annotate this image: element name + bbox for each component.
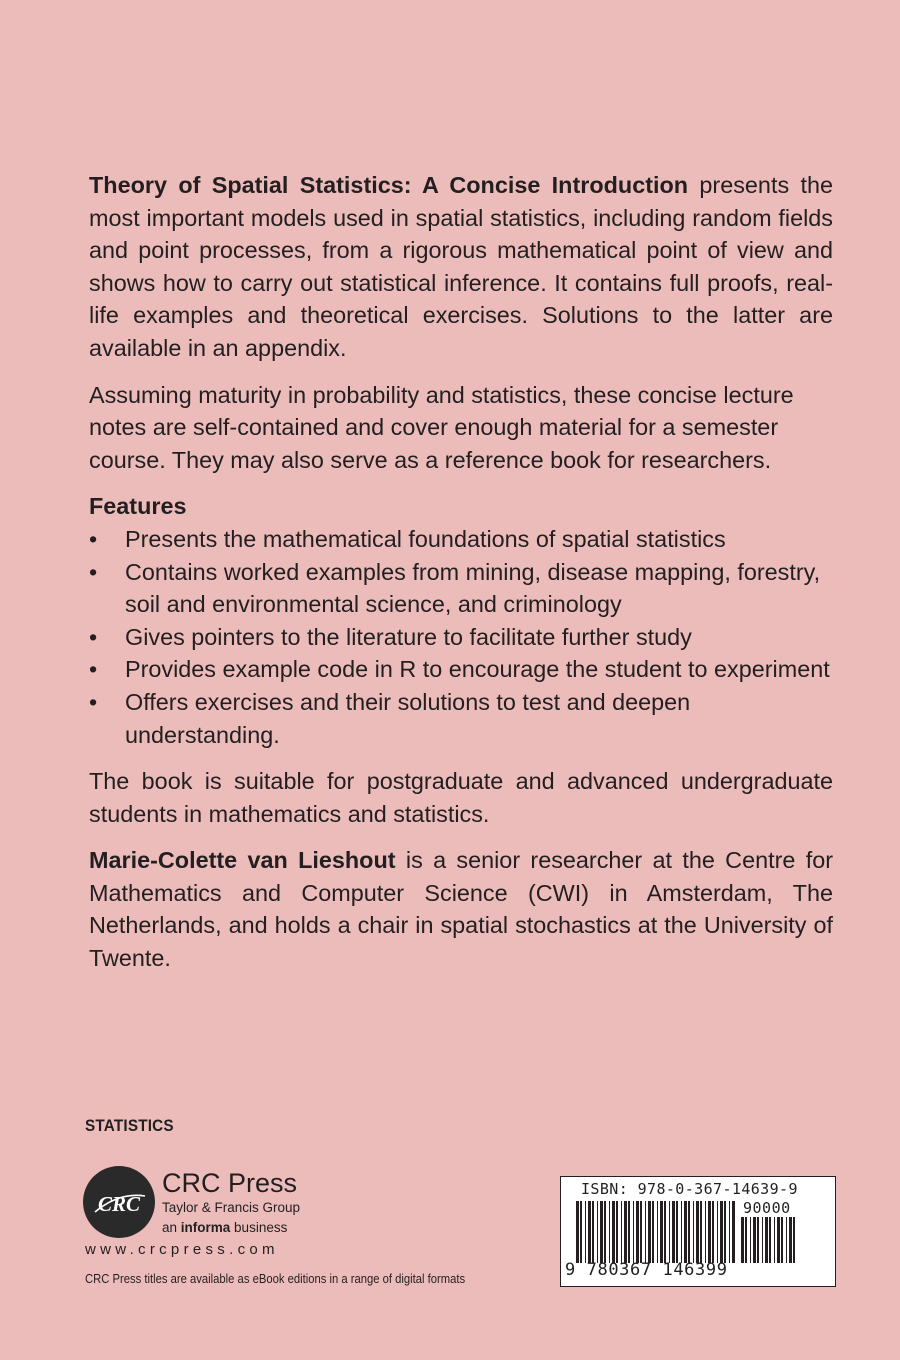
publisher-business — [162, 1219, 287, 1236]
book-title: Theory of Spatial Statistics: A Concise Introduction — [89, 172, 689, 198]
barcode-bar — [604, 1201, 606, 1263]
feature-text: Provides example code in R to encourage the student to experiment — [125, 656, 830, 683]
barcode-bar — [684, 1201, 687, 1263]
barcode-bar — [741, 1217, 744, 1263]
crc-logo-svg — [83, 1166, 155, 1238]
bullet-icon: • — [89, 525, 98, 552]
informa-word: informa — [180, 1220, 231, 1235]
barcode-bar — [750, 1217, 751, 1263]
barcode-bar — [669, 1201, 670, 1263]
audience-paragraph: The book is suitable for postgraduate and advanced undergraduate students in mathematics and statistics. — [89, 768, 833, 827]
features-list — [89, 523, 833, 751]
barcode-bar — [762, 1217, 763, 1263]
bullet-icon: • — [89, 558, 98, 585]
barcode-bar — [600, 1201, 603, 1263]
barcode-bar — [657, 1201, 658, 1263]
bullet-icon: • — [89, 688, 98, 715]
barcode-bar — [688, 1201, 690, 1263]
publisher-group: Taylor & Francis Group — [162, 1200, 301, 1215]
feature-text: Offers exercises and their solutions to test and deepen understanding. — [125, 688, 691, 748]
barcode-bar — [745, 1217, 747, 1263]
ebook-footnote: CRC Press titles are available as eBook editions in a range of digital formats — [85, 1272, 466, 1286]
list-item — [89, 556, 833, 621]
barcode-bar — [729, 1201, 730, 1263]
barcode-bar — [753, 1217, 756, 1263]
bullet-icon: • — [89, 623, 98, 650]
barcode-bar — [676, 1201, 678, 1263]
barcode-bar — [681, 1201, 682, 1263]
feature-text: Gives pointers to the literature to facilitate further study — [125, 623, 692, 650]
list-item — [89, 653, 833, 686]
barcode-bar — [628, 1201, 630, 1263]
barcode-bar — [621, 1201, 622, 1263]
list-item — [89, 686, 833, 751]
barcode-bar — [769, 1217, 771, 1263]
barcode-bar — [580, 1201, 582, 1263]
barcode-bar — [793, 1217, 795, 1263]
barcode-bar — [781, 1217, 783, 1263]
barcode-bar — [696, 1201, 699, 1263]
back-cover-text — [89, 169, 833, 989]
price-code: 90000 — [743, 1199, 791, 1217]
barcode-bar — [633, 1201, 634, 1263]
barcode-bar — [645, 1201, 646, 1263]
feature-text: Contains worked examples from mining, disease mapping, forestry, soil and environmental science, and criminology — [125, 558, 821, 618]
list-item — [89, 523, 833, 556]
barcode-bar — [757, 1217, 759, 1263]
maturity-paragraph: Assuming maturity in probability and statistics, these concise lecture notes are self-contained and cover enough material for a semester course. They may also serve as a reference book for researchers. — [89, 381, 794, 473]
intro-paragraph — [89, 169, 833, 365]
barcode-bar — [664, 1201, 666, 1263]
isbn-label: ISBN: 978-0-367-14639-9 — [581, 1180, 798, 1198]
crc-logo-icon — [83, 1166, 155, 1238]
barcode-bar — [588, 1201, 591, 1263]
barcode-bar — [660, 1201, 663, 1263]
author-bio: is a senior researcher at the Centre for Mathematics and Computer Science (CWI) in Amsterdam, The Netherlands, and holds a chair in spatial stochastics at the University of Twente. — [89, 847, 833, 972]
barcode-bar — [724, 1201, 726, 1263]
barcode-bar — [576, 1201, 579, 1263]
barcode-bar — [700, 1201, 702, 1263]
business-prefix: an — [162, 1220, 181, 1235]
barcode-bar — [705, 1201, 706, 1263]
category-label: STATISTICS — [85, 1116, 174, 1135]
publisher-website: www.crcpress.com — [85, 1241, 279, 1258]
barcode-bar — [774, 1217, 775, 1263]
barcode-bar — [597, 1201, 598, 1263]
barcode-bar — [672, 1201, 675, 1263]
publisher-name: CRC Press — [162, 1168, 298, 1198]
barcode-bar — [592, 1201, 594, 1263]
bullet-icon: • — [89, 656, 98, 683]
barcode-bar — [712, 1201, 714, 1263]
business-suffix: business — [230, 1220, 288, 1235]
barcode-bar — [789, 1217, 792, 1263]
author-name: Marie-Colette van Lieshout — [89, 847, 396, 874]
logo-text: CRC — [97, 1192, 141, 1216]
list-item — [89, 621, 833, 654]
author-bio-paragraph — [89, 844, 833, 974]
intro-text: presents the most important models used in spatial statistics, including random fields and point processes, from a rigorous mathematical point of view and shows how to carry out statistical inference. It contains full proofs, real-life examples and theoretical exercises. Solutions to the latter are available in an appendix. — [89, 172, 833, 361]
barcode-bar — [708, 1201, 711, 1263]
barcode-bar — [585, 1201, 586, 1263]
barcode-bar — [720, 1201, 723, 1263]
barcode-bar — [693, 1201, 694, 1263]
barcode-bar — [648, 1201, 651, 1263]
barcode-bars — [576, 1201, 736, 1263]
barcode-bar — [717, 1201, 718, 1263]
feature-text: Presents the mathematical foundations of spatial statistics — [125, 525, 726, 552]
barcode-bar — [652, 1201, 654, 1263]
barcode-bar — [640, 1201, 642, 1263]
barcode-bar — [636, 1201, 639, 1263]
features-heading: Features — [89, 493, 187, 520]
price-addon-bars — [741, 1217, 801, 1263]
barcode-bar — [612, 1201, 615, 1263]
barcode-box — [560, 1176, 836, 1287]
barcode-bar — [609, 1201, 610, 1263]
barcode-bar — [616, 1201, 618, 1263]
barcode-bar — [624, 1201, 627, 1263]
barcode-bar — [765, 1217, 768, 1263]
barcode-bar — [777, 1217, 780, 1263]
barcode-bar — [786, 1217, 787, 1263]
barcode-bar — [732, 1201, 735, 1263]
barcode-digits: 9 780367 146399 — [565, 1260, 728, 1280]
